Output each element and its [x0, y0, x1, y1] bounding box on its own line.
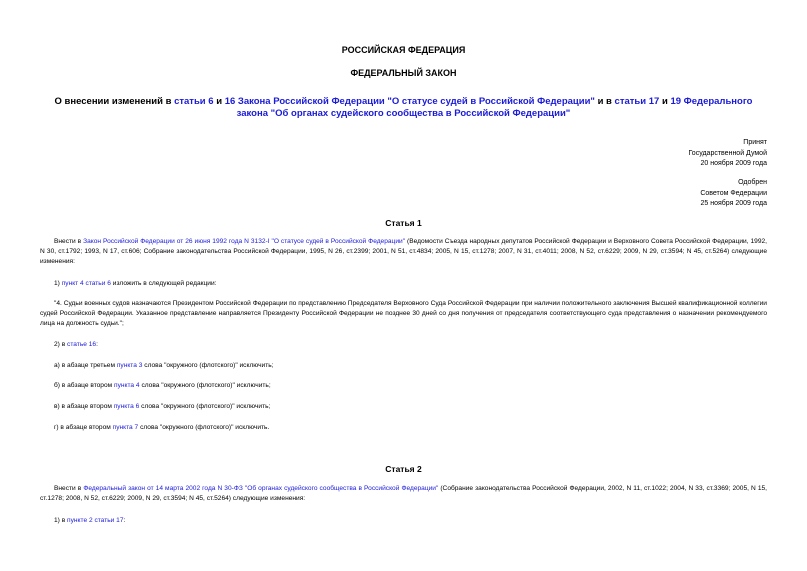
- a2-intro-text-1: Внести в: [54, 485, 84, 492]
- a1-sub-b-text-2: слова "окружного (флотского)" исключить;: [139, 382, 271, 389]
- a1-sub-v-link[interactable]: пункта 6: [113, 403, 140, 410]
- a1-sub-g-text-2: слова "окружного (флотского)" исключить.: [138, 424, 270, 431]
- a1-subitem-b: [40, 381, 767, 391]
- a1-item-2-link[interactable]: статье 16: [67, 341, 97, 348]
- a2-intro-link-law[interactable]: Федеральный закон от 14 марта 2002 года N 30-ФЗ "Об органах судейского сообщества в Российской Федерации": [83, 485, 439, 492]
- a1-subitem-a: [40, 361, 767, 371]
- a2-item-1-text-2: :: [123, 517, 126, 524]
- title-text-2: и: [213, 96, 225, 107]
- title-link-article-16-law[interactable]: 16 Закона Российской Федерации "О статусе судей в Российской Федерации": [224, 96, 595, 107]
- article-2-intro: [40, 484, 767, 504]
- a1-item-1-link[interactable]: пункт 4 статьи 6: [61, 280, 111, 287]
- approved-body: Советом Федерации: [700, 189, 767, 197]
- title-link-article-17[interactable]: статьи 17: [614, 96, 660, 107]
- title-text-1: О внесении изменений в: [54, 96, 175, 107]
- a1-intro-text-2: (Ведомости Съезда народных депутатов Российской Федерации и Верховного Совета Российской Федерации, 1992, N 30, ст.1792; 1993, N 17, ст.606; Собрание законодательства Российской Федерации, 1995, N 26, ст.2399; 2001, N 51, ст.4834; 2005, N 15, ст.1278; 2007, N 31, ст.4011; 2008, N 52, ст.6229; 2009, N 29, ст.3594; N 45, ст.5264) следующие изменения:: [40, 238, 767, 265]
- a2-intro-text-2: (Собрание законодательства Российской Федерации, 2002, N 11, ст.1022; 2004, N 33, ст.3369; 2005, N 15, ст.1278; 2008, N 52, ст.6229; 2009, N 29, ст.3594; N 45, ст.5264) следующие изменения:: [40, 485, 767, 502]
- title-link-article-6[interactable]: статьи 6: [174, 96, 214, 107]
- adopted-label: Принят: [743, 139, 767, 146]
- a1-item-2: [40, 340, 767, 350]
- article-1-heading: Статья 1: [385, 218, 422, 228]
- article-1-intro: [40, 237, 767, 267]
- a1-sub-b-text-1: б) в абзаце втором: [54, 382, 115, 389]
- adopted-body: Государственной Думой: [688, 149, 767, 157]
- title-text-4: и: [659, 96, 671, 107]
- a2-item-1-text-1: 1) в: [54, 517, 68, 524]
- a1-item-2-text-2: :: [96, 341, 98, 348]
- a1-item-2-text-1: 2) в: [54, 341, 68, 348]
- adopted-block: [567, 138, 767, 170]
- a1-quote: "4. Судьи военных судов назначаются Президентом Российской Федерации по представлению Председателя Верховного Суда Российской Федерации при наличии положительного заключения Высшей квалификационной коллегии судей Российской Федерации. Указанное представление направляется Президенту Российской Федерации не позднее 30 дней со дня получения от председателя соответствующего суда представления о назначении рекомендуемого лица на должность судьи.";: [40, 300, 767, 327]
- a1-item-1: [40, 279, 767, 289]
- a1-sub-v-text-2: слова "окружного (флотского)" исключить;: [139, 403, 271, 410]
- a1-sub-a-text-1: а) в абзаце третьем: [54, 362, 117, 369]
- approved-block: [567, 178, 767, 210]
- country-heading: РОССИЙСКАЯ ФЕДЕРАЦИЯ: [341, 45, 466, 55]
- a1-intro-link-law[interactable]: Закон Российской Федерации от 26 июня 1992 года N 3132-I "О статусе судей в Российской Федерации": [83, 238, 406, 245]
- a1-intro-text-1: Внести в: [54, 238, 84, 245]
- a1-sub-b-link[interactable]: пункта 4: [114, 382, 140, 389]
- article-2-heading: Статья 2: [385, 464, 422, 474]
- a1-item-1-text-2: изложить в следующей редакции:: [110, 280, 217, 287]
- a2-item-1-link[interactable]: пункте 2 статьи 17: [67, 517, 124, 524]
- a1-subitem-g: [40, 423, 767, 433]
- doc-type-heading: ФЕДЕРАЛЬНЫЙ ЗАКОН: [350, 68, 457, 78]
- adopted-date: 20 ноября 2009 года: [700, 160, 767, 167]
- a1-sub-g-link[interactable]: пункта 7: [112, 424, 139, 431]
- a1-sub-g-text-1: г) в абзаце втором: [54, 424, 113, 431]
- a1-sub-a-link[interactable]: пункта 3: [116, 362, 143, 369]
- approved-date: 25 ноября 2009 года: [700, 200, 767, 207]
- approved-label: Одобрен: [738, 179, 767, 186]
- title-text-3: и в: [594, 96, 615, 107]
- law-title: [40, 96, 767, 120]
- title-link-article-19-law[interactable]: 19 Федерального закона "Об органах судейского сообщества в Российской Федерации": [236, 96, 753, 119]
- a1-item-1-text-1: 1): [54, 280, 62, 287]
- a1-sub-a-text-2: слова "окружного (флотского)" исключить;: [142, 362, 274, 369]
- a1-subitem-v: [40, 402, 767, 412]
- a2-item-1: [40, 516, 767, 526]
- a1-sub-v-text-1: в) в абзаце втором: [54, 403, 114, 410]
